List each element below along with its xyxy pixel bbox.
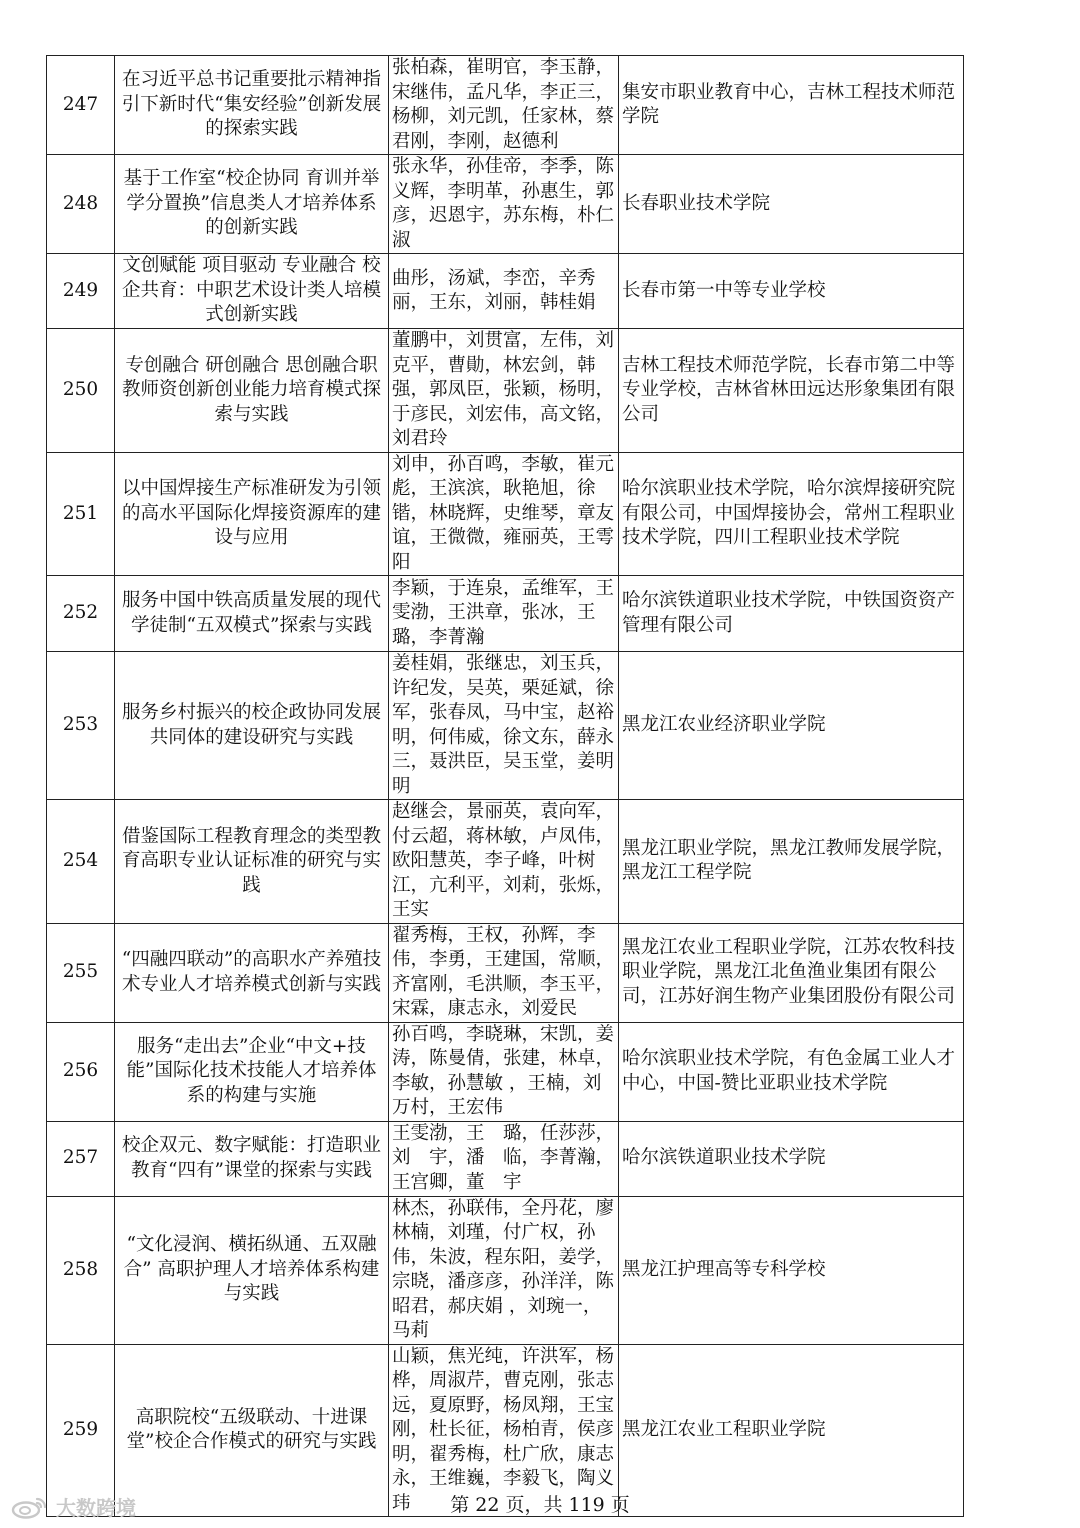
row-number: 251	[47, 452, 115, 576]
project-authors: 山颖，焦光纯，许洪军，杨桦，周淑芹，曹克刚，张志远，夏原野，杨凤翔，王宝刚，杜长征，杨柏青，侯彦明，翟秀梅，杜广欣，康志永，王维巍，李毅飞，陶义玮	[389, 1344, 619, 1517]
project-units: 黑龙江农业工程职业学院，江苏农牧科技职业学院，黑龙江北鱼渔业集团有限公司，江苏好润生物产业集团股份有限公司	[619, 923, 964, 1022]
project-units: 集安市职业教育中心，吉林工程技术师范学院	[619, 56, 964, 155]
project-title: 服务“走出去”企业“中文+技能”国际化技术技能人才培养体系的构建与实施	[115, 1022, 389, 1121]
project-title: 服务乡村振兴的校企政协同发展共同体的建设研究与实践	[115, 652, 389, 800]
project-authors: 曲彤，汤斌，李峦，辛秀丽，王东，刘丽，韩桂娟	[389, 254, 619, 329]
table-row	[47, 800, 964, 924]
table-row	[47, 1022, 964, 1121]
award-table	[46, 55, 964, 1517]
project-authors: 王雯渤，王 璐，任莎莎，刘 宇，潘 临，李菁瀚，王宫卿，董 宇	[389, 1121, 619, 1196]
row-number: 253	[47, 652, 115, 800]
project-authors: 张柏森，崔明官，李玉静，宋继伟，孟凡华，李正三，杨柳，刘元凯，任家林，蔡君刚，李刚，赵德利	[389, 56, 619, 155]
project-authors: 姜桂娟，张继忠，刘玉兵，许纪发，吴英，栗延斌，徐军，张春凤，马中宝，赵裕明，何伟威，徐文东，薛永三，聂洪臣，吴玉堂，姜明明	[389, 652, 619, 800]
project-title: 基于工作室“校企协同 育训并举 学分置换”信息类人才培养体系的创新实践	[115, 155, 389, 254]
table-row	[47, 452, 964, 576]
table-row	[47, 155, 964, 254]
row-number: 256	[47, 1022, 115, 1121]
table-row	[47, 56, 964, 155]
project-title: 专创融合 研创融合 思创融合职教师资创新创业能力培育模式探索与实践	[115, 329, 389, 453]
row-number: 257	[47, 1121, 115, 1196]
row-number: 249	[47, 254, 115, 329]
row-number: 247	[47, 56, 115, 155]
project-units: 哈尔滨职业技术学院，有色金属工业人才中心，中国-赞比亚职业技术学院	[619, 1022, 964, 1121]
row-number: 254	[47, 800, 115, 924]
project-units: 黑龙江农业工程职业学院	[619, 1344, 964, 1517]
project-authors: 张永华，孙佳帝，李季，陈义辉，李明革，孙惠生，郭彦，迟恩宇，苏东梅，朴仁淑	[389, 155, 619, 254]
table-row	[47, 329, 964, 453]
project-authors: 林杰，孙联伟，全丹花，廖林楠，刘瑾，付广权，孙伟，朱波，程东阳，姜学，宗晓，潘彦彦，孙洋洋，陈昭君，郝庆娟 ，刘琬一，马莉	[389, 1196, 619, 1344]
table-row	[47, 254, 964, 329]
project-units: 哈尔滨职业技术学院，哈尔滨焊接研究院有限公司，中国焊接协会，常州工程职业技术学院，四川工程职业技术学院	[619, 452, 964, 576]
row-number: 252	[47, 576, 115, 652]
table-row	[47, 1121, 964, 1196]
row-number: 255	[47, 923, 115, 1022]
project-authors: 孙百鸣，李晓琳，宋凯，姜涛，陈曼倩，张建，林卓，李敏，孙慧敏 ，王楠，刘万村，王宏伟	[389, 1022, 619, 1121]
watermark-text: 大数跨境	[56, 1496, 136, 1520]
row-number: 248	[47, 155, 115, 254]
project-units: 黑龙江护理高等专科学校	[619, 1196, 964, 1344]
project-title: “文化浸润、横拓纵通、五双融合” 高职护理人才培养体系构建与实践	[115, 1196, 389, 1344]
project-title: 高职院校“五级联动、十进课堂”校企合作模式的研究与实践	[115, 1344, 389, 1517]
project-authors: 李颖，于连泉，孟维军，王雯渤，王洪章，张冰，王璐，李菁瀚	[389, 576, 619, 652]
table-row	[47, 652, 964, 800]
project-units: 黑龙江农业经济职业学院	[619, 652, 964, 800]
project-units: 长春职业技术学院	[619, 155, 964, 254]
project-title: 在习近平总书记重要批示精神指引下新时代“集安经验”创新发展的探索实践	[115, 56, 389, 155]
project-title: 服务中国中铁高质量发展的现代学徒制“五双模式”探索与实践	[115, 576, 389, 652]
project-units: 吉林工程技术师范学院，长春市第二中等专业学校，吉林省林田远达形象集团有限公司	[619, 329, 964, 453]
table-row	[47, 923, 964, 1022]
page-number: 第 22 页，共 119 页	[450, 1494, 630, 1516]
project-units: 哈尔滨铁道职业技术学院，中铁国资资产管理有限公司	[619, 576, 964, 652]
project-units: 长春市第一中等专业学校	[619, 254, 964, 329]
table-row	[47, 1196, 964, 1344]
row-number: 259	[47, 1344, 115, 1517]
project-units: 哈尔滨铁道职业技术学院	[619, 1121, 964, 1196]
project-title: “四融四联动”的高职水产养殖技术专业人才培养模式创新与实践	[115, 923, 389, 1022]
project-authors: 赵继会，景丽英，袁向军，付云超，蒋林敏，卢凤伟，欧阳慧英，李子峰，叶树江，亢利平，刘莉，张烁，王实	[389, 800, 619, 924]
project-authors: 翟秀梅，王权，孙辉，李伟，李勇，王建国，常顺，齐富刚，毛洪顺，李玉平，宋霖，康志永，刘爱民	[389, 923, 619, 1022]
project-title: 文创赋能 项目驱动 专业融合 校企共育：中职艺术设计类人培模式创新实践	[115, 254, 389, 329]
table-row	[47, 576, 964, 652]
project-authors: 董鹏中，刘贯富，左伟，刘克平，曹勛，林宏剑，韩强，郭凤臣，张颖，杨明，于彦民，刘宏伟，高文铭，刘君玲	[389, 329, 619, 453]
project-title: 以中国焊接生产标准研发为引领的高水平国际化焊接资源库的建设与应用	[115, 452, 389, 576]
project-title: 校企双元、数字赋能：打造职业教育“四有”课堂的探索与实践	[115, 1121, 389, 1196]
row-number: 258	[47, 1196, 115, 1344]
row-number: 250	[47, 329, 115, 453]
project-units: 黑龙江职业学院，黑龙江教师发展学院，黑龙江工程学院	[619, 800, 964, 924]
project-title: 借鉴国际工程教育理念的类型教育高职专业认证标准的研究与实践	[115, 800, 389, 924]
project-authors: 刘申，孙百鸣，李敏，崔元彪，王滨滨，耿艳旭，徐锴，林晓辉，史维琴，章友谊，王微微，雍丽英，王雩阳	[389, 452, 619, 576]
